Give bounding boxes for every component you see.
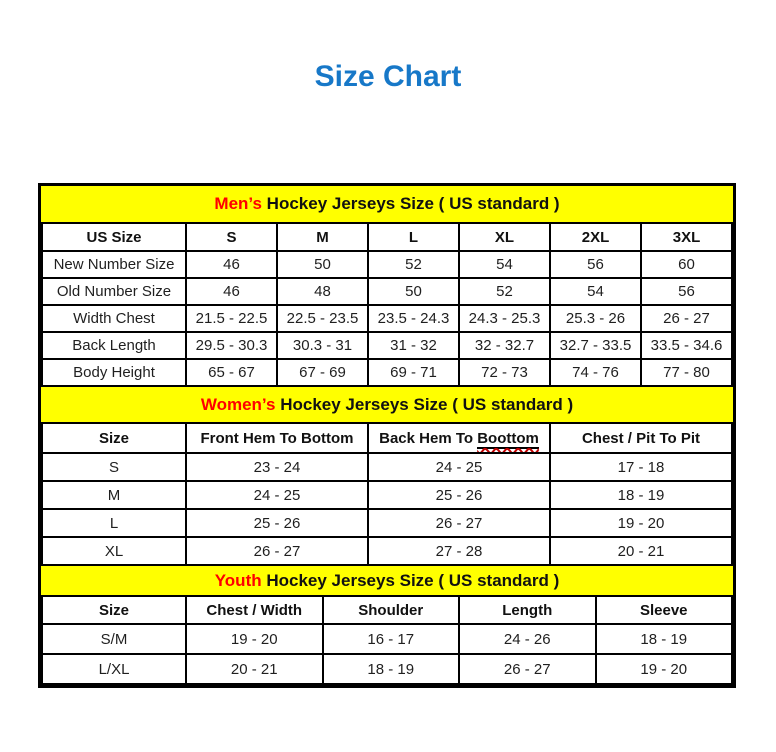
value-cell: 18 - 19 [596, 624, 733, 654]
youth-size-table [41, 595, 733, 685]
value-cell: 23 - 24 [186, 453, 368, 481]
value-cell: 26 - 27 [641, 305, 732, 332]
womens-section-title-text: Hockey Jerseys Size ( US standard ) [275, 394, 574, 414]
column-header-cell: XL [459, 223, 550, 251]
column-header-cell: S [186, 223, 277, 251]
column-header-cell: Chest / Pit To Pit [550, 423, 732, 453]
table-row [42, 251, 732, 278]
value-cell: 24.3 - 25.3 [459, 305, 550, 332]
column-header-cell: Back Hem To Boottom [368, 423, 550, 453]
row-label-cell: New Number Size [42, 251, 186, 278]
value-cell: 18 - 19 [323, 654, 460, 684]
column-header-cell: L [368, 223, 459, 251]
misspelled-word: Boottom [477, 429, 539, 447]
table-row [42, 624, 732, 654]
womens-section-header [41, 387, 733, 422]
row-label-cell: M [42, 481, 186, 509]
table-row [42, 332, 732, 359]
column-header-cell: Sleeve [596, 596, 733, 624]
value-cell: 54 [459, 251, 550, 278]
row-label-cell: Back Length [42, 332, 186, 359]
value-cell: 52 [368, 251, 459, 278]
value-cell: 26 - 27 [368, 509, 550, 537]
column-header-cell: 2XL [550, 223, 641, 251]
womens-size-table [41, 422, 733, 566]
table-row [42, 481, 732, 509]
value-cell: 23.5 - 24.3 [368, 305, 459, 332]
row-label-cell: S [42, 453, 186, 481]
value-cell: 54 [550, 278, 641, 305]
youth-section-header [41, 566, 733, 595]
value-cell: 16 - 17 [323, 624, 460, 654]
column-header-cell: Shoulder [323, 596, 460, 624]
value-cell: 30.3 - 31 [277, 332, 368, 359]
value-cell: 19 - 20 [186, 624, 323, 654]
mens-size-table [41, 222, 733, 387]
column-header-cell: M [277, 223, 368, 251]
table-row [42, 453, 732, 481]
table-row [42, 278, 732, 305]
column-header-cell: Size [42, 423, 186, 453]
row-label-cell: L [42, 509, 186, 537]
header-row [42, 223, 732, 251]
value-cell: 21.5 - 22.5 [186, 305, 277, 332]
youth-section-title-text: Hockey Jerseys Size ( US standard ) [261, 570, 560, 590]
value-cell: 19 - 20 [550, 509, 732, 537]
page-title: Size Chart [314, 60, 462, 93]
table-row [42, 509, 732, 537]
table-row [42, 305, 732, 332]
value-cell: 50 [277, 251, 368, 278]
value-cell: 20 - 21 [186, 654, 323, 684]
value-cell: 56 [550, 251, 641, 278]
column-header-cell: Front Hem To Bottom [186, 423, 368, 453]
value-cell: 27 - 28 [368, 537, 550, 565]
value-cell: 56 [641, 278, 732, 305]
value-cell: 72 - 73 [459, 359, 550, 386]
row-label-cell: Body Height [42, 359, 186, 386]
value-cell: 26 - 27 [459, 654, 596, 684]
value-cell: 65 - 67 [186, 359, 277, 386]
value-cell: 33.5 - 34.6 [641, 332, 732, 359]
value-cell: 69 - 71 [368, 359, 459, 386]
womens-section-label: Women’s [200, 394, 276, 414]
value-cell: 31 - 32 [368, 332, 459, 359]
value-cell: 18 - 19 [550, 481, 732, 509]
value-cell: 25 - 26 [186, 509, 368, 537]
mens-section-label: Men’s [214, 194, 262, 213]
value-cell: 32.7 - 33.5 [550, 332, 641, 359]
youth-section-label: Youth [214, 570, 262, 590]
row-label-cell: Old Number Size [42, 278, 186, 305]
value-cell: 50 [368, 278, 459, 305]
row-label-cell: XL [42, 537, 186, 565]
value-cell: 46 [186, 278, 277, 305]
column-header-cell: US Size [42, 223, 186, 251]
column-header-cell: Chest / Width [186, 596, 323, 624]
value-cell: 52 [459, 278, 550, 305]
value-cell: 25 - 26 [368, 481, 550, 509]
row-label-cell: Width Chest [42, 305, 186, 332]
mens-section-title-text: Hockey Jerseys Size ( US standard ) [261, 194, 560, 213]
value-cell: 19 - 20 [596, 654, 733, 684]
row-label-cell: S/M [42, 624, 186, 654]
header-row [42, 423, 732, 453]
value-cell: 29.5 - 30.3 [186, 332, 277, 359]
value-cell: 74 - 76 [550, 359, 641, 386]
header-row [42, 596, 732, 624]
mens-section-header [41, 186, 733, 222]
value-cell: 32 - 32.7 [459, 332, 550, 359]
value-cell: 24 - 26 [459, 624, 596, 654]
value-cell: 48 [277, 278, 368, 305]
table-row [42, 359, 732, 386]
value-cell: 60 [641, 251, 732, 278]
value-cell: 24 - 25 [368, 453, 550, 481]
table-row [42, 537, 732, 565]
value-cell: 67 - 69 [277, 359, 368, 386]
value-cell: 46 [186, 251, 277, 278]
value-cell: 24 - 25 [186, 481, 368, 509]
value-cell: 77 - 80 [641, 359, 732, 386]
value-cell: 20 - 21 [550, 537, 732, 565]
table-row [42, 654, 732, 684]
value-cell: 22.5 - 23.5 [277, 305, 368, 332]
size-chart-sheet [38, 183, 736, 688]
value-cell: 17 - 18 [550, 453, 732, 481]
column-header-cell: Length [459, 596, 596, 624]
value-cell: 26 - 27 [186, 537, 368, 565]
row-label-cell: L/XL [42, 654, 186, 684]
value-cell: 25.3 - 26 [550, 305, 641, 332]
column-header-cell: Size [42, 596, 186, 624]
column-header-cell: 3XL [641, 223, 732, 251]
